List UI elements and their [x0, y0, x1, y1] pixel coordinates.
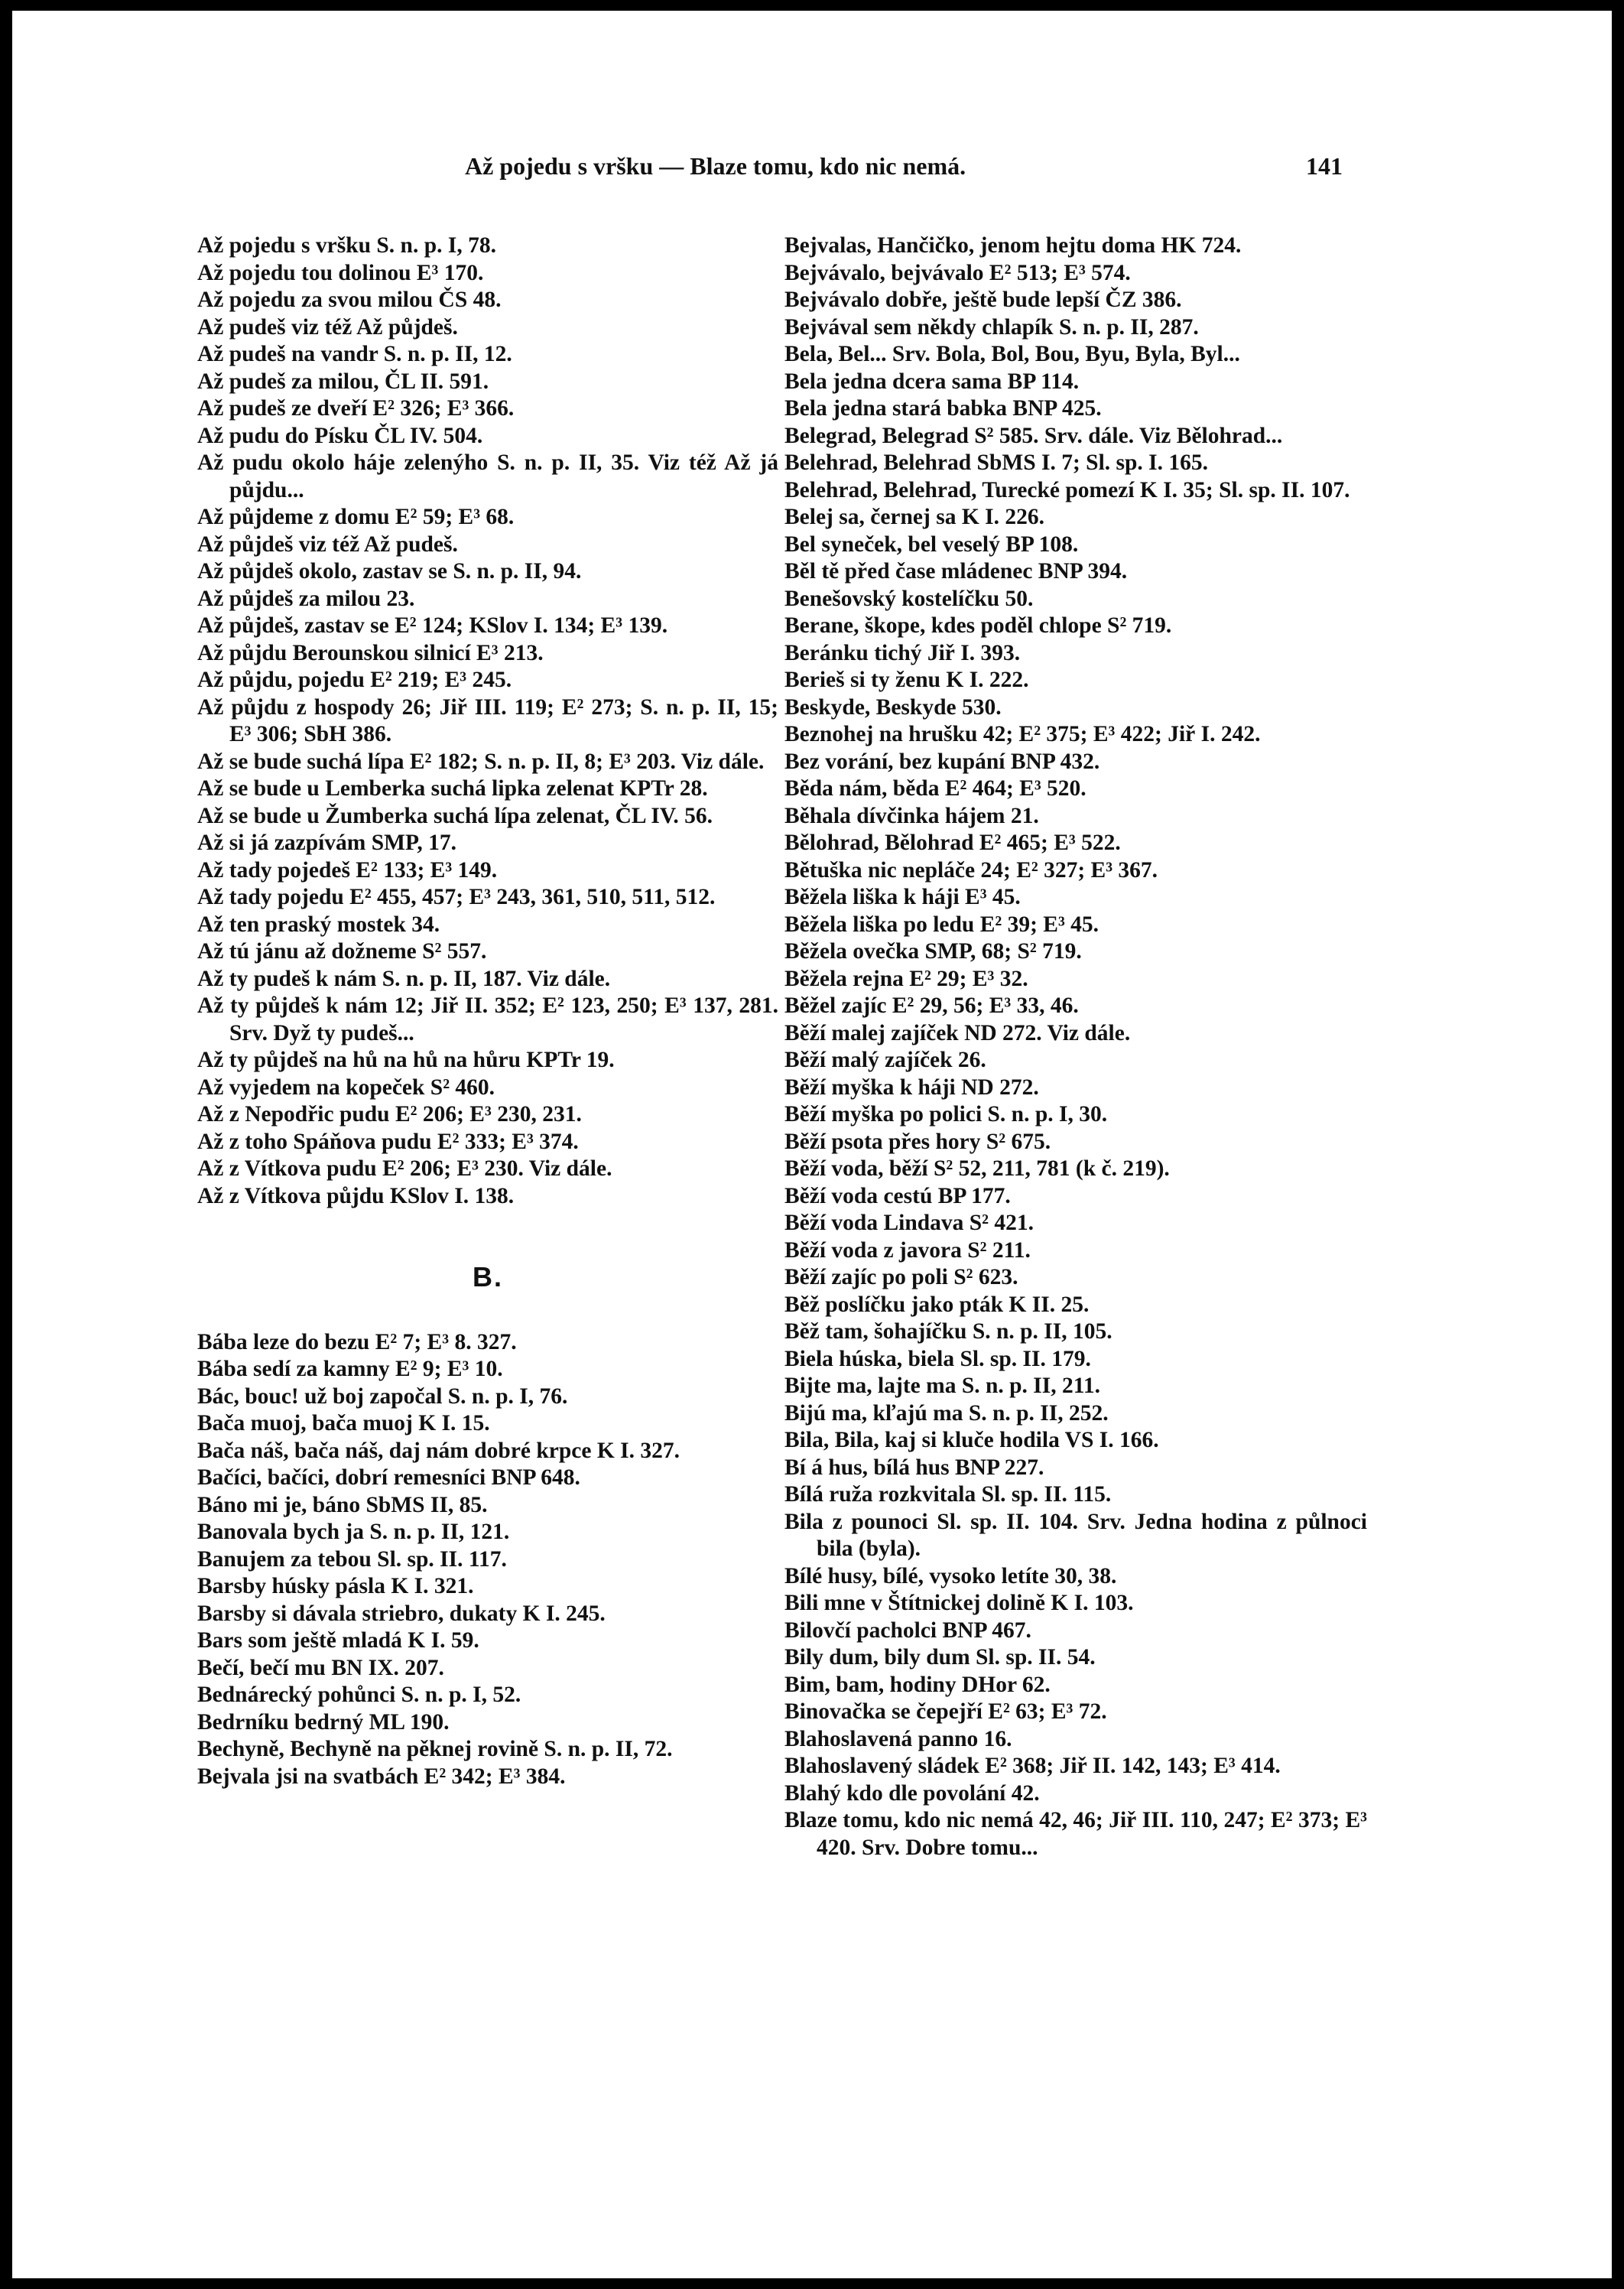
index-entry: Běžela liška k háji E³ 45. — [784, 885, 1021, 909]
index-entry: Až se bude u Lemberka suchá lipka zelenat KPTr 28. — [197, 776, 708, 801]
entries-right — [784, 232, 1367, 1861]
index-entry: Běda nám, běda E² 464; E³ 520. — [784, 776, 1086, 801]
index-entry: Binovačka se čepejří E² 63; E³ 72. — [784, 1699, 1107, 1724]
index-entry: Běží voda, běží S² 52, 211, 781 (k č. 219). — [784, 1156, 1170, 1181]
index-entry: Až ty půjdeš k nám 12; Jiř II. 352; E² 123, 250; E³ 137, 281. Srv. Dyž ty pudeš... — [197, 993, 778, 1045]
index-entry: Bačíci, bačíci, dobrí remesníci BNP 648. — [197, 1465, 580, 1490]
left-column — [197, 232, 778, 1790]
index-entry: Až pojedu za svou milou ČS 48. — [197, 288, 502, 312]
index-entry: Až pudeš za milou, ČL II. 591. — [197, 369, 489, 394]
index-entry: Až půjdeš viz též Až pudeš. — [197, 532, 458, 557]
index-entry: Běží zajíc po poli S² 623. — [784, 1265, 1018, 1289]
index-entry: Běžel zajíc E² 29, 56; E³ 33, 46. — [784, 993, 1079, 1018]
index-entry: Bilovčí pacholci BNP 467. — [784, 1618, 1031, 1643]
index-entry: Bedrníku bedrný ML 190. — [197, 1709, 450, 1735]
index-entry: Berane, škope, kdes poděl chlope S² 719. — [784, 613, 1172, 638]
index-entry: Běhala dívčinka hájem 21. — [784, 803, 1039, 828]
index-entry: Belej sa, černej sa K I. 226. — [784, 505, 1044, 529]
index-entry: Až tady pojedeš E² 133; E³ 149. — [197, 857, 498, 883]
index-entry: Běží malý zajíček 26. — [784, 1048, 986, 1072]
index-entry: Bela jedna dcera sama BP 114. — [784, 369, 1080, 394]
index-entry: Belehrad, Belehrad, Turecké pomezí K I. 35; Sl. sp. II. 107. — [784, 477, 1350, 502]
index-entry: Blahoslavená panno 16. — [784, 1726, 1012, 1751]
index-entry: Bába leze do bezu E² 7; E³ 8. 327. — [197, 1329, 517, 1354]
index-entry: Až tady pojedu E² 455, 457; E³ 243, 361, 510, 511, 512. — [197, 885, 716, 909]
index-entry: Až pudu okolo háje zelenýho S. n. p. II, 35. Viz též Až já půjdu... — [197, 450, 778, 502]
index-entry: Běží psota přes hory S² 675. — [784, 1129, 1051, 1154]
index-entry: Bars som ještě mladá K I. 59. — [197, 1628, 479, 1653]
index-entry: Běž tam, šohajíčku S. n. p. II, 105. — [784, 1319, 1112, 1344]
index-entry: Běžela liška po ledu E² 39; E³ 45. — [784, 912, 1099, 937]
index-entry: Bejvávalo dobře, ještě bude lepší ČZ 386. — [784, 288, 1182, 312]
index-entry: Bětuška nic nepláče 24; E² 327; E³ 367. — [784, 857, 1158, 883]
index-entry: Až půjdu, pojedu E² 219; E³ 245. — [197, 668, 512, 692]
index-entry: Běžela ovečka SMP, 68; S² 719. — [784, 939, 1082, 964]
index-entry: Bečí, bečí mu BN IX. 207. — [197, 1655, 444, 1680]
index-entry: Běží malej zajíček ND 272. Viz dále. — [784, 1020, 1131, 1045]
index-entry: Bába sedí za kamny E² 9; E³ 10. — [197, 1357, 503, 1381]
index-entry: Běží voda Lindava S² 421. — [784, 1211, 1034, 1235]
index-entry: Až půjdeme z domu E² 59; E³ 68. — [197, 505, 515, 529]
index-entry: Benešovský kostelíčku 50. — [784, 586, 1034, 611]
index-entry: Běží myška k háji ND 272. — [784, 1075, 1039, 1100]
index-entry: Barsby si dávala striebro, dukaty K I. 245. — [197, 1601, 606, 1626]
index-entry: Belegrad, Belegrad S² 585. Srv. dále. Viz Bělohrad... — [784, 423, 1283, 448]
index-entry: Až půjdu z hospody 26; Jiř III. 119; E² 273; S. n. p. II, 15; E³ 306; SbH 386. — [197, 694, 778, 746]
index-entry: Barsby húsky pásla K I. 321. — [197, 1574, 474, 1598]
index-entry: Běl tě před čase mládenec BNP 394. — [784, 559, 1128, 584]
index-entry: Běž poslíčku jako pták K II. 25. — [784, 1292, 1090, 1317]
index-entry: Až se bude suchá lípa E² 182; S. n. p. II, 8; E³ 203. Viz dále. — [197, 749, 765, 774]
index-entry: Až pojedu tou dolinou E³ 170. — [197, 260, 484, 285]
index-entry: Bel syneček, bel veselý BP 108. — [784, 532, 1079, 557]
index-entry: Bejvával sem někdy chlapík S. n. p. II, 287. — [784, 314, 1199, 340]
page-number: 141 — [1306, 152, 1343, 180]
index-entry: Bača náš, bača náš, daj nám dobré krpce K I. 327. — [197, 1438, 680, 1463]
index-entry: Berieš si ty ženu K I. 222. — [784, 668, 1029, 692]
index-entry: Bí á hus, bílá hus BNP 227. — [784, 1455, 1044, 1480]
index-entry: Bednárecký pohůnci S. n. p. I, 52. — [197, 1683, 521, 1707]
index-entry: Báno mi je, báno SbMS II, 85. — [197, 1492, 488, 1517]
page-header — [12, 152, 1612, 187]
index-entry: Bechyně, Bechyně na pěknej rovině S. n. p. II, 72. — [197, 1737, 673, 1761]
index-entry: Bim, bam, hodiny DHor 62. — [784, 1672, 1051, 1697]
index-entry: Až půjdeš, zastav se E² 124; KSlov I. 134; E³ 139. — [197, 613, 668, 638]
entries-b — [197, 1329, 778, 1791]
page — [12, 11, 1612, 2278]
index-entry: Blahoslavený sládek E² 368; Jiř II. 142, 143; E³ 414. — [784, 1754, 1281, 1778]
index-entry: Bác, bouc! už boj započal S. n. p. I, 76. — [197, 1383, 568, 1409]
index-entry: Až pudeš ze dveří E² 326; E³ 366. — [197, 396, 515, 421]
index-entry: Až tú jánu až dožneme S² 557. — [197, 939, 487, 964]
index-entry: Až ty půjdeš na hů na hů na hůru KPTr 19. — [197, 1048, 615, 1072]
index-entry: Bača muoj, bača muoj K I. 15. — [197, 1411, 490, 1436]
index-entry: Až z Vítkova pudu E² 206; E³ 230. Viz dále. — [197, 1156, 612, 1181]
index-entry: Bily dum, bily dum Sl. sp. II. 54. — [784, 1645, 1096, 1670]
index-entry: Blaze tomu, kdo nic nemá 42, 46; Jiř III. 110, 247; E² 373; E³ 420. Srv. Dobre tomu... — [784, 1808, 1367, 1860]
right-column — [784, 232, 1367, 1861]
index-entry: Bijú ma, kľajú ma S. n. p. II, 252. — [784, 1400, 1109, 1426]
index-entry: Až se bude u Žumberka suchá lípa zelenat, ČL IV. 56. — [197, 803, 713, 828]
index-entry: Až z Nepodřic pudu E² 206; E³ 230, 231. — [197, 1102, 582, 1127]
index-entry: Belehrad, Belehrad SbMS I. 7; Sl. sp. I. 165. — [784, 450, 1209, 475]
index-entry: Běží myška po polici S. n. p. I, 30. — [784, 1102, 1108, 1127]
index-entry: Bejvala jsi na svatbách E² 342; E³ 384. — [197, 1764, 566, 1789]
index-entry: Běžela rejna E² 29; E³ 32. — [784, 966, 1028, 991]
index-entry: Až z toho Spáňova pudu E² 333; E³ 374. — [197, 1129, 579, 1154]
index-entry: Bijte ma, lajte ma S. n. p. II, 211. — [784, 1374, 1100, 1398]
index-entry: Banujem za tebou Sl. sp. II. 117. — [197, 1546, 507, 1572]
index-entry: Až ty pudeš k nám S. n. p. II, 187. Viz dále. — [197, 966, 611, 991]
index-entry: Až pudeš viz též Až půjdeš. — [197, 314, 458, 340]
index-entry: Bílá ruža rozkvitala Sl. sp. II. 115. — [784, 1482, 1112, 1507]
index-entry: Bila, Bila, kaj si kluče hodila VS I. 166. — [784, 1428, 1159, 1452]
index-entry: Biela húska, biela Sl. sp. II. 179. — [784, 1346, 1091, 1371]
index-entry: Bílé husy, bílé, vysoko letíte 30, 38. — [784, 1563, 1117, 1588]
index-entry: Beznohej na hrušku 42; E² 375; E³ 422; Jiř I. 242. — [784, 722, 1261, 746]
running-title: Až pojedu s vršku — Blaze tomu, kdo nic nemá. — [465, 152, 966, 180]
index-entry: Bila z pounoci Sl. sp. II. 104. Srv. Jedna hodina z půlnoci bila (byla). — [784, 1509, 1367, 1561]
index-entry: Bejvávalo, bejvávalo E² 513; E³ 574. — [784, 260, 1131, 285]
index-entry: Až vyjedem na kopeček S² 460. — [197, 1075, 495, 1100]
index-entry: Banovala bych ja S. n. p. II, 121. — [197, 1520, 510, 1544]
index-entry: Až si já zazpívám SMP, 17. — [197, 831, 456, 855]
index-entry: Bez vorání, bez kupání BNP 432. — [784, 749, 1100, 774]
index-entry: Bela jedna stará babka BNP 425. — [784, 396, 1102, 421]
entries-a — [197, 232, 778, 1210]
index-entry: Až pojedu s vršku S. n. p. I, 78. — [197, 233, 496, 258]
index-entry: Beskyde, Beskyde 530. — [784, 694, 1002, 720]
index-entry: Bejvalas, Hančičko, jenom hejtu doma HK 724. — [784, 233, 1242, 258]
index-entry: Až půjdeš za milou 23. — [197, 586, 415, 611]
index-entry: Běží voda cestú BP 177. — [784, 1183, 1011, 1208]
index-entry: Až ten praský mostek 34. — [197, 912, 440, 937]
index-entry: Běží voda z javora S² 211. — [784, 1237, 1031, 1263]
index-entry: Beránku tichý Jiř I. 393. — [784, 640, 1021, 665]
index-entry: Bili mne v Štítnickej dolině K I. 103. — [784, 1591, 1134, 1615]
index-entry: Bělohrad, Bělohrad E² 465; E³ 522. — [784, 831, 1121, 855]
index-entry: Až pudu do Písku ČL IV. 504. — [197, 423, 483, 448]
section-letter-b: B. — [473, 1261, 503, 1292]
index-entry: Blahý kdo dle povolání 42. — [784, 1780, 1040, 1806]
index-entry: Až půjdu Berounskou silnicí E³ 213. — [197, 640, 544, 665]
index-entry: Až půjdeš okolo, zastav se S. n. p. II, 94. — [197, 559, 582, 584]
index-entry: Až z Vítkova půjdu KSlov I. 138. — [197, 1183, 515, 1208]
index-entry: Bela, Bel... Srv. Bola, Bol, Bou, Byu, Byla, Byl... — [784, 342, 1240, 366]
index-entry: Až pudeš na vandr S. n. p. II, 12. — [197, 342, 512, 366]
